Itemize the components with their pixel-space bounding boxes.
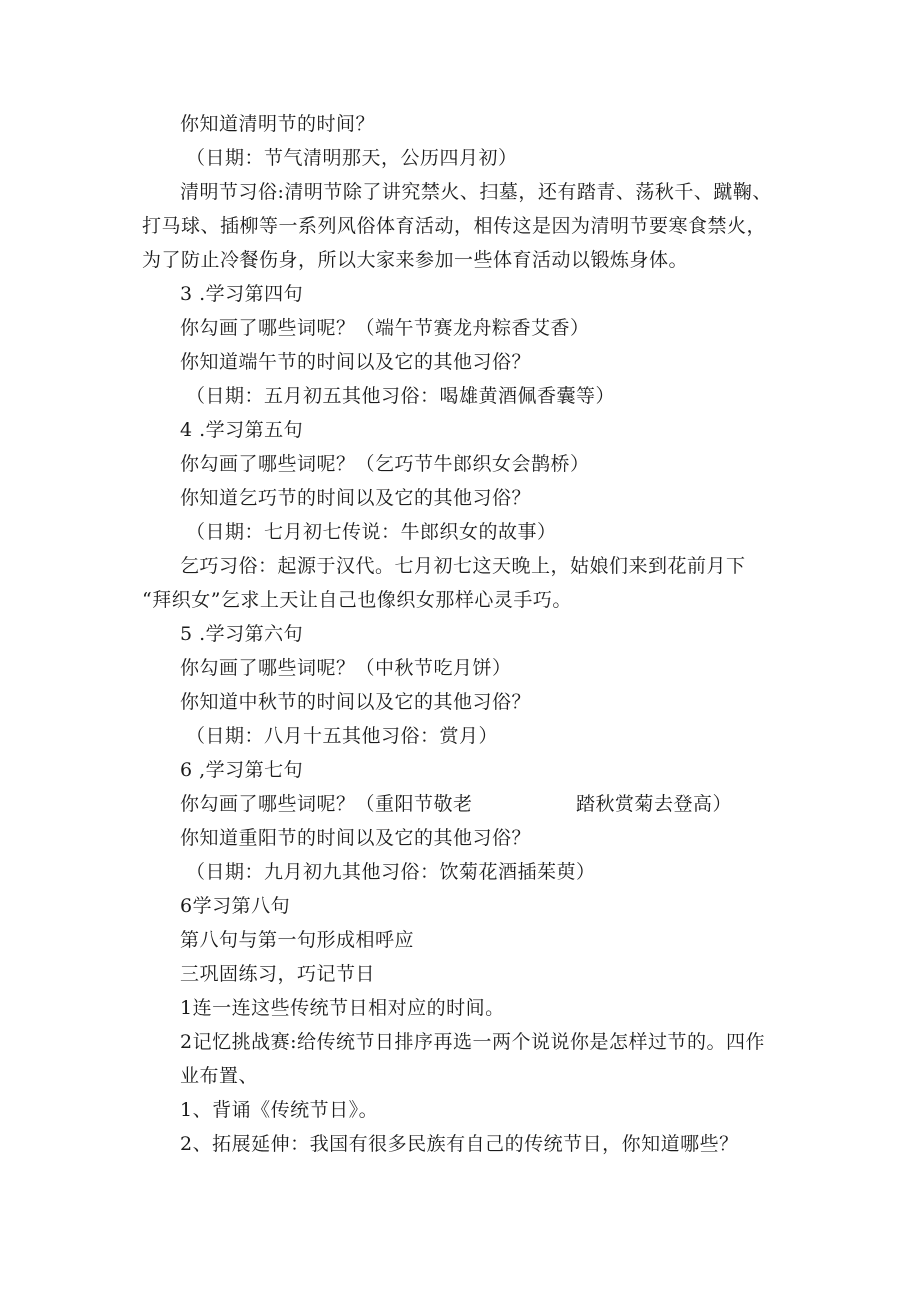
text-line: 你勾画了哪些词呢？（重阳节敬老 [180, 793, 473, 815]
text-line: 你知道中秋节的时间以及它的其他习俗？ [180, 691, 532, 713]
text-line: （日期：七月初七传说：牛郎织女的故事） [186, 521, 557, 543]
text-line: （日期：九月初九其他习俗：饮菊花酒插茱萸） [186, 861, 596, 883]
text-line: 清明节习俗:清明节除了讲究禁火、扫墓，还有踏青、荡秋千、蹴鞠、 [180, 181, 772, 203]
text-line: 1连一连这些传统节日相对应的时间。 [180, 997, 505, 1019]
text-line: 2记忆挑战赛:给传统节日排序再选一两个说说你是怎样过节的。四作 [180, 1031, 765, 1053]
section-heading: 5 .学习第六句 [180, 623, 304, 645]
text-line: 乞巧习俗：起源于汉代。七月初七这天晚上，姑娘们来到花前月下 [180, 555, 746, 577]
text-line: 你勾画了哪些词呢？（乞巧节牛郎织女会鹊桥） [180, 453, 590, 475]
section-heading: 6 ,学习第七句 [180, 759, 304, 781]
text-line: 你知道清明节的时间？ [180, 113, 376, 135]
text-line: 你知道端午节的时间以及它的其他习俗？ [180, 351, 532, 373]
text-line: 你知道乞巧节的时间以及它的其他习俗？ [180, 487, 532, 509]
text-line: 你知道重阳节的时间以及它的其他习俗？ [180, 827, 532, 849]
text-line: 2、拓展延伸：我国有很多民族有自己的传统节日，你知道哪些？ [180, 1133, 739, 1155]
text-line: 你勾画了哪些词呢？（中秋节吃月饼） [180, 657, 512, 679]
section-heading: 三巩固练习，巧记节日 [180, 963, 376, 985]
text-line: 你勾画了哪些词呢？（端午节赛龙舟粽香艾香） [180, 317, 590, 339]
text-line: （日期：五月初五其他习俗：喝雄黄酒佩香囊等） [186, 385, 616, 407]
text-line: 为了防止冷餐伤身，所以大家来参加一些体育活动以锻炼身体。 [142, 249, 689, 271]
text-line: “拜织女”乞求上天让自己也像织女那样心灵手巧。 [142, 589, 572, 611]
section-heading: 4 .学习第五句 [180, 419, 304, 441]
text-line: 打马球、插柳等一系列风俗体育活动，相传这是因为清明节要寒食禁火， [142, 215, 767, 237]
section-heading: 3 .学习第四句 [180, 283, 304, 305]
text-line: 第八句与第一句形成相呼应 [180, 929, 415, 951]
section-heading: 6学习第八句 [180, 895, 291, 917]
text-line-continued: 踏秋赏菊去登高） [576, 793, 733, 815]
text-line: （日期：八月十五其他习俗：赏月） [186, 725, 499, 747]
text-line: 业布置、 [180, 1065, 259, 1087]
text-line: （日期：节气清明那天，公历四月初） [186, 147, 518, 169]
text-line: 1、背诵《传统节日》。 [180, 1099, 379, 1121]
